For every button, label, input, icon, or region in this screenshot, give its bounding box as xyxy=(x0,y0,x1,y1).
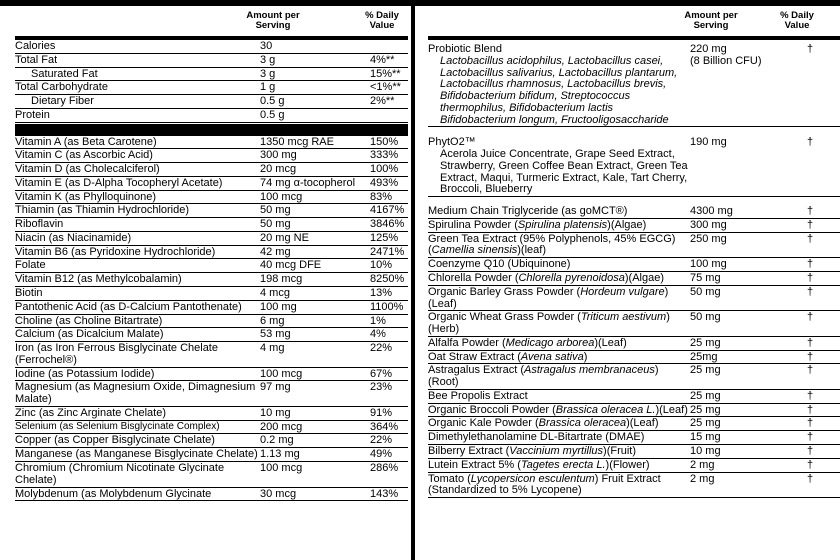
amount-value: 6 mg xyxy=(260,314,285,327)
ingredient-name: Organic Kale Powder ( xyxy=(428,417,539,430)
section-band xyxy=(15,124,408,136)
ingredient-name: Organic Wheat Grass Powder ( xyxy=(428,311,581,324)
nutrient-name: Selenium (as Selenium Bisglycinate Complex) xyxy=(15,420,220,432)
nutrient-name: Vitamin A (as Beta Carotene) xyxy=(15,135,157,148)
amount-value: 40 mcg DFE xyxy=(260,259,322,272)
ingredient-name: Spirulina Powder ( xyxy=(428,218,518,231)
ingredient-name: Astragalus Extract ( xyxy=(428,364,524,377)
daily-value: 4167% xyxy=(370,204,405,217)
amount-value: 25 mg xyxy=(690,364,721,377)
table-row xyxy=(428,127,840,197)
nutrient-name: Vitamin E (as D-Alpha Tocopheryl Acetate) xyxy=(15,176,223,189)
amount-value: 2 mg xyxy=(690,472,715,485)
ingredient-cell xyxy=(428,206,690,218)
daily-value: 4%** xyxy=(370,53,395,66)
daily-value: 100% xyxy=(370,163,399,176)
daily-value: <1%** xyxy=(370,81,401,94)
amount-value: 4 mg xyxy=(260,342,285,355)
daily-value: 3846% xyxy=(370,218,405,231)
daily-value: 22% xyxy=(370,342,393,355)
botanical-name: Lycopersicon esculentum xyxy=(470,472,595,485)
table-row xyxy=(428,258,840,272)
amount-value: 0.2 mg xyxy=(260,434,294,447)
table-row xyxy=(15,448,408,462)
daily-value: † xyxy=(806,403,814,416)
amount-value: 0.5 g xyxy=(260,95,285,108)
daily-value: 150% xyxy=(370,135,399,148)
ingredient-name: PhytO2™ xyxy=(428,136,476,149)
daily-value: 286% xyxy=(370,461,399,474)
daily-value: 143% xyxy=(370,487,399,500)
ingredient-name: Chlorella Powder ( xyxy=(428,272,519,285)
table-row xyxy=(428,459,840,473)
daily-value: † xyxy=(806,218,814,231)
nutrient-name: Riboflavin xyxy=(15,218,64,231)
amount-value: 42 mg xyxy=(260,245,291,258)
ingredient-name: Coenzyme Q10 (Ubiquinone) xyxy=(428,258,571,271)
ingredient-name: Organic Broccoli Powder ( xyxy=(428,403,556,416)
amount-value: 100 mcg xyxy=(260,461,303,474)
ingredient-name: Bilberry Extract ( xyxy=(428,444,510,457)
table-row xyxy=(15,273,408,287)
daily-value: 83% xyxy=(370,190,393,203)
table-row xyxy=(428,233,840,259)
amount-value: 15 mg xyxy=(690,431,721,444)
daily-value: † xyxy=(806,43,814,55)
amount-value: 100 mg xyxy=(690,258,727,271)
amount-value: 50 mg xyxy=(690,311,721,324)
nutrient-name: Iodine (as Potassium Iodide) xyxy=(15,367,155,380)
amount-value: 220 mg (8 Billion CFU) xyxy=(690,43,762,67)
daily-value: † xyxy=(806,272,814,285)
amount-value: 4300 mg xyxy=(690,205,733,218)
table-row xyxy=(15,163,408,177)
daily-value: 8250% xyxy=(370,273,405,286)
table-row xyxy=(15,68,408,82)
ingredient-part: )(Fruit) xyxy=(603,444,637,457)
amount-value: 75 mg xyxy=(690,272,721,285)
ingredient-cell xyxy=(428,287,690,311)
amount-value: 25 mg xyxy=(690,403,721,416)
table-row xyxy=(15,301,408,315)
amount-value: 100 mcg xyxy=(260,190,303,203)
ingredient-cell xyxy=(428,220,690,232)
nutrient-name: Copper (as Copper Bisglycinate Chelate) xyxy=(15,434,215,447)
ingredient-cell xyxy=(428,273,690,285)
amount-value: 190 mg xyxy=(690,136,727,149)
daily-value: 1100% xyxy=(370,300,404,313)
daily-value: 333% xyxy=(370,149,399,162)
vitamins-table xyxy=(15,136,408,502)
table-row xyxy=(15,381,408,407)
daily-value: 22% xyxy=(370,434,393,447)
table-row xyxy=(428,311,840,337)
amount-value: 100 mg xyxy=(260,300,297,313)
botanical-name: Vaccinium myrtillus xyxy=(509,444,604,457)
botanical-name: Triticum aestivum xyxy=(580,311,667,324)
amount-header: Amount per Serving xyxy=(246,10,300,31)
amount-value: 53 mg xyxy=(260,328,291,341)
amount-value: 300 mg xyxy=(260,149,297,162)
daily-value: 13% xyxy=(370,287,393,300)
daily-value: † xyxy=(806,417,814,430)
daily-value: † xyxy=(806,136,814,149)
ingredient-name: Lutein Extract 5% ( xyxy=(428,458,521,471)
table-row xyxy=(428,351,840,365)
botanical-name: Camellia sinensis xyxy=(431,244,518,257)
amount-value: 4 mcg xyxy=(260,287,290,300)
table-row xyxy=(15,315,408,329)
daily-value: 4% xyxy=(370,328,386,341)
nutrient-name: Zinc (as Zinc Arginate Chelate) xyxy=(15,406,167,419)
daily-value: 67% xyxy=(370,367,393,380)
ingredient-name: Probiotic Blend xyxy=(428,43,502,55)
botanical-name: Tagetes erecta L. xyxy=(520,458,606,471)
daily-value xyxy=(370,41,408,53)
amount-value: 3 g xyxy=(260,67,276,80)
table-row xyxy=(15,54,408,68)
nutrient-name: Vitamin K (as Phylloquinone) xyxy=(15,190,157,203)
table-row xyxy=(428,390,840,404)
blend-components: Lactobacillus acidophilus, Lactobacillus casei, Lactobacillus salivarius, Lactobacillus plantarum, Lactobacillus rhamnosus, Lactobacillus brevis, Bifidobacterium bifidum, Streptococcus thermophilus, Bifidobacterium lactis Bifidobacterium longum, Fructooligosaccharide xyxy=(440,54,678,126)
botanical-name: Brassica oleracea xyxy=(538,417,627,430)
ingredient-cell xyxy=(428,418,690,430)
daily-value: † xyxy=(806,311,814,324)
daily-value: † xyxy=(806,232,814,245)
amount-value: 10 mg xyxy=(260,406,291,419)
table-row xyxy=(15,368,408,382)
ingredient-part: )(Leaf) xyxy=(626,417,659,430)
table-row xyxy=(428,364,840,390)
ingredient-cell xyxy=(428,44,690,126)
ingredient-name: Alfalfa Powder ( xyxy=(428,336,506,349)
amount-value: 300 mg xyxy=(690,218,727,231)
table-row xyxy=(428,197,840,219)
daily-value: † xyxy=(806,285,814,298)
nutrient-name: Choline (as Choline Bitartrate) xyxy=(15,314,163,327)
table-row xyxy=(15,462,408,488)
nutrient-name: Pantothenic Acid (as D-Calcium Pantothenate) xyxy=(15,300,242,313)
table-row xyxy=(428,286,840,312)
daily-value: 1% xyxy=(370,314,386,327)
table-row xyxy=(428,404,840,418)
table-row xyxy=(15,191,408,205)
table-row xyxy=(428,272,840,286)
daily-value: 49% xyxy=(370,448,393,461)
table-row xyxy=(428,337,840,351)
amount-value: 50 mg xyxy=(260,204,291,217)
daily-value-header: % Daily Value xyxy=(780,10,814,31)
table-row xyxy=(15,136,408,150)
table-row xyxy=(15,407,408,421)
amount-value: 10 mg xyxy=(690,444,721,457)
nutrient-name: Molybdenum (as Molybdenum Glycinate xyxy=(15,487,212,500)
amount-value: 20 mcg xyxy=(260,163,297,176)
daily-value: 23% xyxy=(370,381,393,394)
amount-value: 25 mg xyxy=(690,389,721,402)
botanical-name: Spirulina platensis xyxy=(517,218,608,231)
ingredient-name: Bee Propolis Extract xyxy=(428,389,528,402)
ingredient-part: )(leaf) xyxy=(517,244,546,257)
table-row xyxy=(15,109,408,123)
daily-value: † xyxy=(806,205,814,218)
amount-value: 0.5 g xyxy=(260,108,285,121)
table-row xyxy=(15,95,408,109)
daily-value: 2%** xyxy=(370,95,395,108)
table-row xyxy=(428,219,840,233)
left-header xyxy=(15,6,408,36)
nutrient-name: Iron (as Iron Ferrous Bisglycinate Chelate (Ferrochel®) xyxy=(15,342,218,366)
ingredient-part: )(Leaf) xyxy=(655,403,688,416)
amount-value: 200 mcg xyxy=(260,420,303,433)
amount-header: Amount per Serving xyxy=(684,10,738,31)
nutrient-name: Calories xyxy=(15,40,56,52)
daily-value: 493% xyxy=(370,176,399,189)
nutrient-name: Total Carbohydrate xyxy=(15,81,108,94)
ingredient-part: )(Herb) xyxy=(428,311,670,336)
amount-value: 2 mg xyxy=(690,458,715,471)
table-row xyxy=(15,177,408,191)
table-row xyxy=(15,149,408,163)
table-row xyxy=(15,287,408,301)
table-row xyxy=(428,40,840,127)
ingredient-cell xyxy=(428,405,690,417)
amount-value: 3 g xyxy=(260,53,276,66)
nutrient-name: Chromium (Chromium Nicotinate Glycinate Chelate) xyxy=(15,461,225,486)
ingredient-cell xyxy=(428,460,690,472)
nutrient-name: Manganese (as Manganese Bisglycinate Chelate) xyxy=(15,448,258,461)
ingredient-cell xyxy=(428,391,690,403)
amount-value: 250 mg xyxy=(690,232,727,245)
right-column xyxy=(428,6,840,498)
ingredient-part: )(Root) xyxy=(428,364,659,389)
table-row xyxy=(15,218,408,232)
table-row xyxy=(15,488,408,502)
nutrient-name: Protein xyxy=(15,108,50,121)
table-row xyxy=(15,342,408,368)
ingredient-cell xyxy=(428,446,690,458)
amount-value: 100 mcg xyxy=(260,367,303,380)
botanical-name: Astragalus membranaceus xyxy=(523,364,655,377)
amount-value: 20 mg NE xyxy=(260,231,309,244)
ingredient-part: ) Fruit Extract (Standardized to 5% Lycopene) xyxy=(428,472,661,497)
nutrient-name: Vitamin D (as Cholecalciferol) xyxy=(15,163,160,176)
daily-value: † xyxy=(806,364,814,377)
amount-value: 25 mg xyxy=(690,417,721,430)
daily-value: 125% xyxy=(370,231,399,244)
ingredient-name: Dimethylethanolamine DL-Bitartrate (DMAE) xyxy=(428,431,645,444)
daily-value: 10% xyxy=(370,259,393,272)
daily-value: † xyxy=(806,472,814,485)
amount-value: 1350 mcg RAE xyxy=(260,135,334,148)
amount-value: 74 mg α-tocopherol xyxy=(260,176,356,189)
table-row xyxy=(428,473,840,499)
daily-value: 2471% xyxy=(370,245,405,258)
table-row xyxy=(15,81,408,95)
daily-value: † xyxy=(806,350,814,363)
ingredient-part: )(Leaf) xyxy=(594,336,627,349)
nutrient-name: Niacin (as Niacinamide) xyxy=(15,231,132,244)
table-row xyxy=(15,328,408,342)
amount-value: 25 mg xyxy=(690,336,721,349)
daily-value: † xyxy=(806,458,814,471)
botanical-name: Hordeum vulgare xyxy=(580,285,665,298)
right-header xyxy=(428,6,840,36)
amount-value: 198 mcg xyxy=(260,273,303,286)
botanical-name: Brassica oleracea L. xyxy=(555,403,656,416)
column-divider xyxy=(411,0,415,560)
ingredient-cell xyxy=(428,365,690,389)
ingredient-cell xyxy=(428,432,690,444)
ingredient-name: Green Tea Extract (95% Polyphenols, 45% EGCG) ( xyxy=(428,232,676,257)
daily-value: † xyxy=(806,431,814,444)
table-row xyxy=(15,232,408,246)
ingredient-name: Organic Barley Grass Powder ( xyxy=(428,285,581,298)
ingredient-part: )(Flower) xyxy=(605,458,650,471)
amount-value: 1.13 mg xyxy=(260,448,300,461)
ingredient-cell xyxy=(428,312,690,336)
table-row xyxy=(15,434,408,448)
nutrient-name: Vitamin B6 (as Pyridoxine Hydrochloride) xyxy=(15,245,216,258)
amount-value: 1 g xyxy=(260,81,276,94)
nutrient-name: Vitamin C (as Ascorbic Acid) xyxy=(15,149,153,162)
botanical-name: Medicago arborea xyxy=(505,336,595,349)
daily-value: 15%** xyxy=(370,67,401,80)
daily-value: 91% xyxy=(370,406,393,419)
table-row xyxy=(15,246,408,260)
nutrient-name: Saturated Fat xyxy=(31,67,98,80)
nutrient-name: Vitamin B12 (as Methylcobalamin) xyxy=(15,273,182,286)
amount-value: 30 mcg xyxy=(260,487,297,500)
ingredient-name: Tomato ( xyxy=(428,472,471,485)
daily-value: 364% xyxy=(370,420,399,433)
table-row xyxy=(15,204,408,218)
daily-value-header: % Daily Value xyxy=(365,10,399,31)
table-row xyxy=(15,40,408,54)
nutrient-name: Biotin xyxy=(15,287,43,300)
amount-value: 50 mg xyxy=(690,285,721,298)
botanical-name: Avena sativa xyxy=(520,350,584,363)
nutrient-name: Total Fat xyxy=(15,53,58,66)
table-row xyxy=(428,431,840,445)
macros-table xyxy=(15,40,408,123)
amount-value: 30 xyxy=(260,40,273,52)
ingredient-name: Oat Straw Extract ( xyxy=(428,350,521,363)
table-row xyxy=(15,259,408,273)
left-column xyxy=(15,6,408,501)
table-row xyxy=(428,445,840,459)
blend-table xyxy=(428,40,840,498)
daily-value xyxy=(370,110,408,122)
ingredient-part: )(Algae) xyxy=(624,272,665,285)
daily-value: † xyxy=(806,444,814,457)
ingredient-part: )(Leaf) xyxy=(428,285,669,310)
table-row xyxy=(15,421,408,435)
table-row xyxy=(428,417,840,431)
amount-value: 25mg xyxy=(690,350,718,363)
nutrient-name: Thiamin (as Thiamin Hydrochloride) xyxy=(15,204,190,217)
ingredient-cell xyxy=(428,234,690,258)
daily-value: † xyxy=(806,336,814,349)
ingredient-part: ) xyxy=(583,350,588,363)
ingredient-cell xyxy=(428,259,690,271)
blend-components: Acerola Juice Concentrate, Grape Seed Extract, Strawberry, Green Coffee Bean Extract, Green Tea Extract, Maqui, Turmeric Extract, Kale, Tart Cherry, Broccoli, Blueberry xyxy=(440,148,688,196)
botanical-name: Chlorella pyrenoidosa xyxy=(518,272,625,285)
ingredient-name: Medium Chain Triglyceride (as goMCT®) xyxy=(428,205,628,218)
daily-value: † xyxy=(806,389,814,402)
ingredient-part: )(Algae) xyxy=(607,218,647,231)
amount-value: 97 mg xyxy=(260,381,291,394)
ingredient-cell xyxy=(428,137,690,196)
daily-value: † xyxy=(806,258,814,271)
nutrient-name: Magnesium (as Magnesium Oxide, Dimagnesium Malate) xyxy=(15,381,256,406)
amount-value: 50 mg xyxy=(260,218,291,231)
ingredient-cell xyxy=(428,474,690,498)
nutrient-name: Dietary Fiber xyxy=(31,95,94,108)
ingredient-cell xyxy=(428,352,690,364)
ingredient-cell xyxy=(428,338,690,350)
nutrient-name: Folate xyxy=(15,259,46,272)
nutrient-name: Calcium (as Dicalcium Malate) xyxy=(15,328,164,341)
